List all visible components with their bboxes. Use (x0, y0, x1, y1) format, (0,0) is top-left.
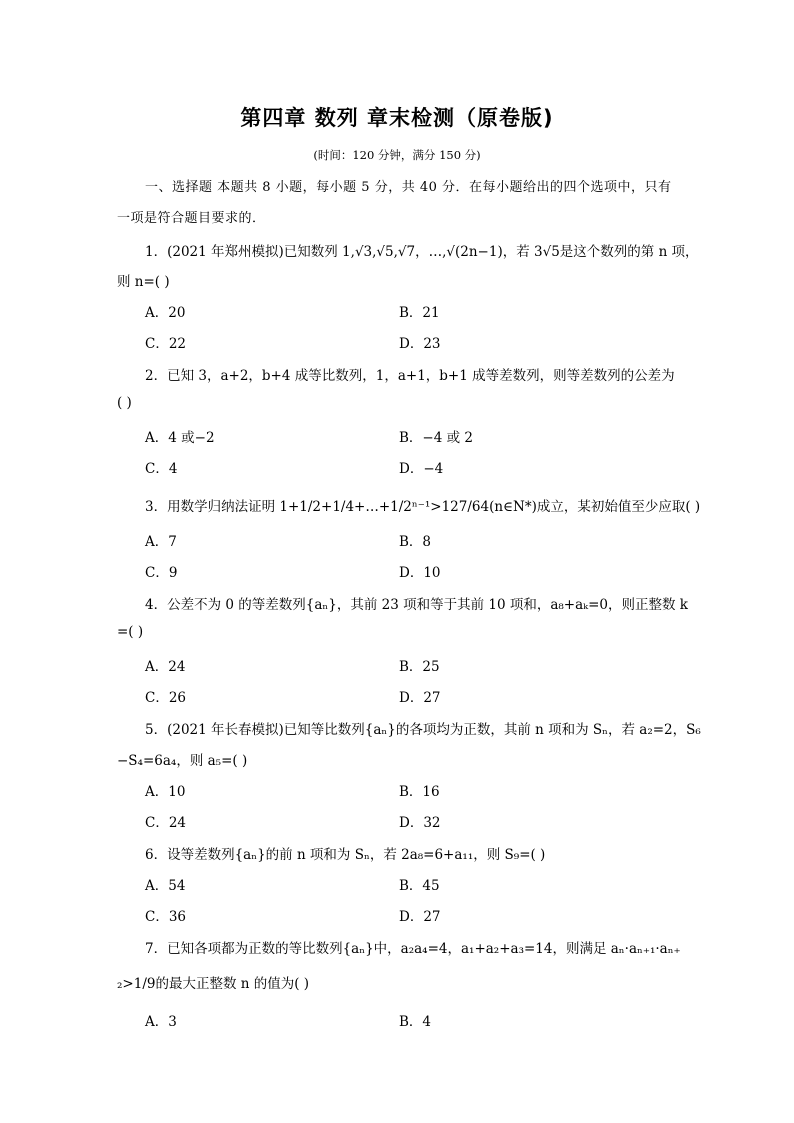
question-7-option-b: B．4 (399, 1014, 432, 1030)
question-2-text-cont: ( ) (117, 395, 132, 411)
question-3-option-c: C．9 (145, 565, 178, 581)
question-7-option-a: A．3 (145, 1014, 177, 1030)
question-5-option-d: D．32 (399, 815, 441, 831)
question-6-option-c: C．36 (145, 909, 187, 925)
question-1-text: 1．(2021 年郑州模拟)已知数列 1,√3,√5,√7，…,√(2n−1)，若 3√5是这个数列的第 n 项， (145, 244, 699, 260)
question-1-option-d: D．23 (399, 336, 441, 352)
question-5-text: 5．(2021 年长春模拟)已知等比数列{aₙ}的各项均为正数，其前 n 项和为 Sₙ，若 a₂=2，S₆ (145, 722, 701, 738)
question-1-option-a: A．20 (145, 305, 186, 321)
question-4-option-b: B．25 (399, 659, 440, 675)
question-2-option-b: B．−4 或 2 (399, 430, 473, 446)
question-3-option-a: A．7 (145, 534, 177, 550)
question-6-text: 6．设等差数列{aₙ}的前 n 项和为 Sₙ，若 2a₈=6+a₁₁，则 S₉=( ) (145, 847, 546, 863)
question-7-text-cont: ₂>1/9的最大正整数 n 的值为( ) (117, 976, 310, 992)
question-1-text-cont: 则 n=( ) (117, 274, 170, 290)
question-4-text: 4．公差不为 0 的等差数列{aₙ}，其前 23 项和等于其前 10 项和，a₈+aₖ=0，则正整数 k (145, 597, 688, 613)
section-instruction-line2: 一项是符合题目要求的． (117, 211, 266, 226)
question-6-option-d: D．27 (399, 909, 441, 925)
question-5-option-a: A．10 (145, 784, 186, 800)
question-2-text: 2．已知 3，a+2，b+4 成等比数列，1，a+1，b+1 成等差数列，则等差数列的公差为 (145, 368, 675, 384)
question-4-option-c: C．26 (145, 690, 187, 706)
question-1-option-b: B．21 (399, 305, 440, 321)
question-3-text: 3．用数学归纳法证明 1+1/2+1/4+…+1/2ⁿ⁻¹>127/64(n∈N*)成立，某初始值至少应取( ) (145, 499, 701, 515)
question-5-text-cont: −S₄=6a₄，则 a₅=( ) (117, 753, 248, 769)
question-2-option-c: C．4 (145, 461, 178, 477)
page-subtitle: (时间：120 分钟，满分 150 分) (313, 148, 481, 162)
question-4-text-cont: =( ) (117, 624, 144, 640)
question-5-option-c: C．24 (145, 815, 187, 831)
question-6-option-b: B．45 (399, 878, 440, 894)
question-3-option-d: D．10 (399, 565, 441, 581)
section-instruction-line1: 一、选择题 本题共 8 小题，每小题 5 分，共 40 分．在每小题给出的四个选项中，只有 (145, 180, 672, 195)
question-3-option-b: B．8 (399, 534, 432, 550)
question-6-option-a: A．54 (145, 878, 186, 894)
question-4-option-a: A．24 (145, 659, 186, 675)
question-2-option-a: A．4 或−2 (145, 430, 215, 446)
question-4-option-d: D．27 (399, 690, 441, 706)
question-1-option-c: C．22 (145, 336, 187, 352)
page-title: 第四章 数列 章末检测（原卷版) (240, 106, 554, 130)
question-7-text: 7．已知各项都为正数的等比数列{aₙ}中，a₂a₄=4，a₁+a₂+a₃=14，则满足 aₙ·aₙ₊₁·aₙ₊ (145, 941, 681, 957)
question-5-option-b: B．16 (399, 784, 440, 800)
question-2-option-d: D．−4 (399, 461, 444, 477)
